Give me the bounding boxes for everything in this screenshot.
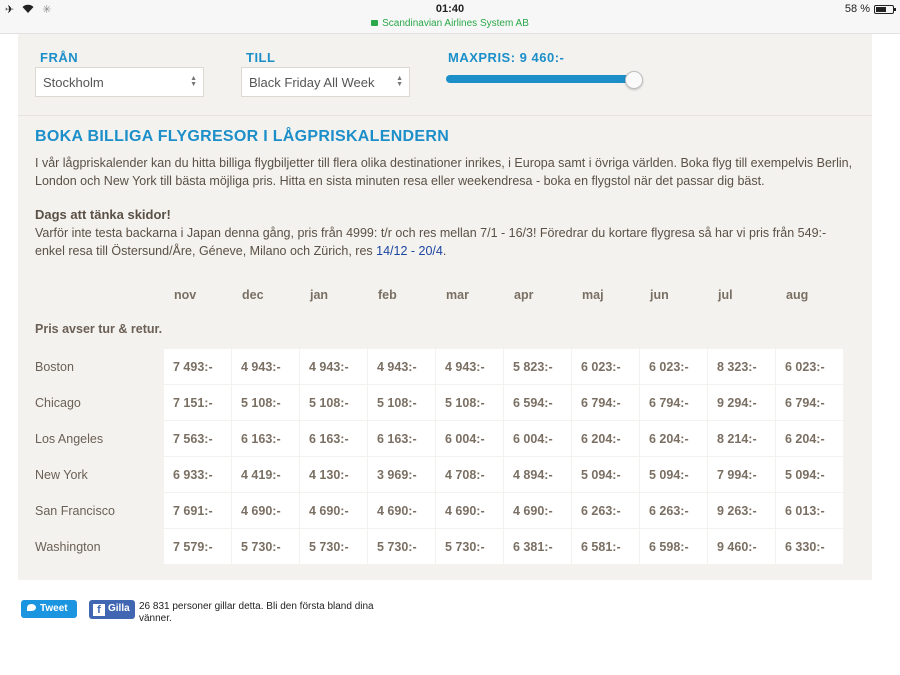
city-label: Los Angeles bbox=[35, 432, 104, 446]
price-cell[interactable]: 6 204:- bbox=[640, 421, 707, 456]
price-cell[interactable]: 7 151:- bbox=[164, 385, 231, 420]
price-cell[interactable]: 4 943:- bbox=[436, 349, 503, 384]
lock-icon bbox=[371, 20, 378, 26]
month-header-jul: jul bbox=[718, 288, 733, 302]
updown-arrows-icon: ▲ ▼ bbox=[396, 75, 403, 88]
price-cell[interactable]: 5 108:- bbox=[232, 385, 299, 420]
month-header-apr: apr bbox=[514, 288, 534, 302]
price-cell[interactable]: 6 263:- bbox=[640, 493, 707, 528]
status-right bbox=[845, 3, 894, 15]
month-header-nov: nov bbox=[174, 288, 197, 302]
activity-icon: ✳ bbox=[42, 4, 52, 16]
price-cell[interactable]: 5 730:- bbox=[300, 529, 367, 564]
price-cell[interactable]: 8 214:- bbox=[708, 421, 775, 456]
price-cell[interactable]: 6 263:- bbox=[572, 493, 639, 528]
site-name: Scandinavian Airlines System AB bbox=[382, 18, 529, 29]
maxprice-label: MAXPRIS: 9 460:- bbox=[448, 50, 565, 65]
price-cell[interactable]: 7 493:- bbox=[164, 349, 231, 384]
price-cell[interactable]: 3 969:- bbox=[368, 457, 435, 492]
from-select[interactable] bbox=[35, 67, 204, 97]
price-cell[interactable]: 5 108:- bbox=[436, 385, 503, 420]
city-label: San Francisco bbox=[35, 504, 115, 518]
price-cell[interactable]: 7 994:- bbox=[708, 457, 775, 492]
price-cell[interactable]: 4 419:- bbox=[232, 457, 299, 492]
price-cell[interactable]: 5 094:- bbox=[776, 457, 843, 492]
status-bar bbox=[0, 0, 900, 18]
airplane-icon: ✈ bbox=[5, 4, 15, 16]
price-cell[interactable]: 6 794:- bbox=[776, 385, 843, 420]
price-note: Pris avser tur & retur. bbox=[35, 322, 163, 336]
price-cell[interactable]: 6 004:- bbox=[436, 421, 503, 456]
ski-text-body: Varför inte testa backarna i Japan denna gång, pris från 4999: t/r och res mellan 7/1 - 16/3! Föredrar du kortare flygresa så har vi pris från 549:- enkel resa till Östersund/Åre, Géneve, Milano och Zürich, res bbox=[35, 226, 827, 258]
ski-text bbox=[35, 224, 855, 260]
price-cell[interactable]: 5 730:- bbox=[232, 529, 299, 564]
price-cell[interactable]: 9 294:- bbox=[708, 385, 775, 420]
from-label: FRÅN bbox=[40, 50, 79, 65]
price-cell[interactable]: 5 094:- bbox=[572, 457, 639, 492]
status-time: 01:40 bbox=[435, 3, 465, 15]
price-cell[interactable]: 7 579:- bbox=[164, 529, 231, 564]
page-title: BOKA BILLIGA FLYGRESOR I LÅGPRISKALENDERN bbox=[35, 128, 450, 145]
price-cell[interactable]: 4 690:- bbox=[436, 493, 503, 528]
battery-percent: 58 % bbox=[844, 3, 870, 15]
price-cell[interactable]: 6 933:- bbox=[164, 457, 231, 492]
price-cell[interactable]: 4 690:- bbox=[368, 493, 435, 528]
page bbox=[18, 34, 872, 580]
price-cell[interactable]: 4 943:- bbox=[300, 349, 367, 384]
month-header-aug: aug bbox=[786, 288, 809, 302]
from-select-value: Stockholm bbox=[43, 75, 104, 90]
tweet-button[interactable] bbox=[21, 600, 77, 618]
month-header-dec: dec bbox=[242, 288, 264, 302]
ski-date-link[interactable]: 14/12 - 20/4 bbox=[376, 244, 443, 258]
updown-arrows-icon: ▲ ▼ bbox=[190, 75, 197, 88]
price-cell[interactable]: 4 943:- bbox=[368, 349, 435, 384]
month-header-jun: jun bbox=[650, 288, 669, 302]
price-cell[interactable]: 4 943:- bbox=[232, 349, 299, 384]
price-cell[interactable]: 4 690:- bbox=[232, 493, 299, 528]
city-label: Washington bbox=[35, 540, 101, 554]
content bbox=[18, 116, 872, 580]
price-cell[interactable]: 6 004:- bbox=[504, 421, 571, 456]
price-cell[interactable]: 6 204:- bbox=[572, 421, 639, 456]
like-label: Gilla bbox=[108, 603, 130, 614]
maxprice-slider-track[interactable] bbox=[446, 75, 642, 83]
ski-text-end: . bbox=[442, 244, 447, 258]
to-label: TILL bbox=[246, 50, 276, 65]
price-cell[interactable]: 6 794:- bbox=[640, 385, 707, 420]
price-cell[interactable]: 7 563:- bbox=[164, 421, 231, 456]
price-cell[interactable]: 4 690:- bbox=[504, 493, 571, 528]
twitter-bird-icon bbox=[27, 604, 36, 611]
city-label: New York bbox=[35, 468, 88, 482]
address-bar[interactable] bbox=[0, 18, 900, 34]
price-cell[interactable]: 9 460:- bbox=[708, 529, 775, 564]
like-count-text: 26 831 personer gillar detta. Bli den första bland dina vänner. bbox=[139, 601, 374, 624]
city-label: Boston bbox=[35, 360, 74, 374]
price-cell[interactable]: 6 163:- bbox=[232, 421, 299, 456]
price-grid bbox=[164, 349, 845, 565]
price-cell[interactable]: 6 581:- bbox=[572, 529, 639, 564]
price-cell[interactable]: 5 108:- bbox=[368, 385, 435, 420]
month-header-mar: mar bbox=[446, 288, 469, 302]
price-cell[interactable]: 4 708:- bbox=[436, 457, 503, 492]
price-cell[interactable]: 5 730:- bbox=[368, 529, 435, 564]
month-header-maj: maj bbox=[582, 288, 604, 302]
price-cell[interactable]: 5 730:- bbox=[436, 529, 503, 564]
price-cell[interactable]: 6 794:- bbox=[572, 385, 639, 420]
battery-icon bbox=[874, 5, 894, 14]
price-cell[interactable]: 5 108:- bbox=[300, 385, 367, 420]
facebook-icon: f bbox=[93, 604, 105, 616]
price-cell[interactable]: 6 023:- bbox=[572, 349, 639, 384]
facebook-like-button[interactable] bbox=[89, 600, 135, 619]
intro-text: I vår lågpriskalender kan du hitta billiga flygbiljetter till flera olika destinationer inrikes, i Europa samt i övriga världen. Boka flyg till exempelvis Berlin, London och New York till bästa möjliga pris. Hitta en sista minuten resa eller weekendresa - boka en flygstol när det passar dig bäst. bbox=[35, 156, 853, 188]
price-cell[interactable]: 6 598:- bbox=[640, 529, 707, 564]
price-cell[interactable]: 6 163:- bbox=[368, 421, 435, 456]
price-cell[interactable]: 5 823:- bbox=[504, 349, 571, 384]
ski-heading: Dags att tänka skidor! bbox=[35, 207, 171, 222]
price-cell[interactable]: 7 691:- bbox=[164, 493, 231, 528]
price-cell[interactable]: 6 381:- bbox=[504, 529, 571, 564]
price-cell[interactable]: 6 330:- bbox=[776, 529, 843, 564]
price-cell[interactable]: 9 263:- bbox=[708, 493, 775, 528]
price-cell[interactable]: 6 594:- bbox=[504, 385, 571, 420]
to-select[interactable] bbox=[241, 67, 410, 97]
price-cell[interactable]: 6 204:- bbox=[776, 421, 843, 456]
to-select-value: Black Friday All Week bbox=[249, 75, 375, 90]
month-header-feb: feb bbox=[378, 288, 397, 302]
filter-bar bbox=[18, 34, 872, 116]
price-cell[interactable]: 8 323:- bbox=[708, 349, 775, 384]
price-cell[interactable]: 6 013:- bbox=[776, 493, 843, 528]
city-label: Chicago bbox=[35, 396, 81, 410]
price-cell[interactable]: 4 130:- bbox=[300, 457, 367, 492]
price-cell[interactable]: 6 163:- bbox=[300, 421, 367, 456]
tweet-label: Tweet bbox=[40, 603, 68, 614]
price-cell[interactable]: 4 894:- bbox=[504, 457, 571, 492]
price-cell[interactable]: 4 690:- bbox=[300, 493, 367, 528]
price-cell[interactable]: 6 023:- bbox=[640, 349, 707, 384]
month-header-jan: jan bbox=[310, 288, 329, 302]
price-cell[interactable]: 6 023:- bbox=[776, 349, 843, 384]
maxprice-slider-handle[interactable] bbox=[625, 71, 643, 89]
price-cell[interactable]: 5 094:- bbox=[640, 457, 707, 492]
